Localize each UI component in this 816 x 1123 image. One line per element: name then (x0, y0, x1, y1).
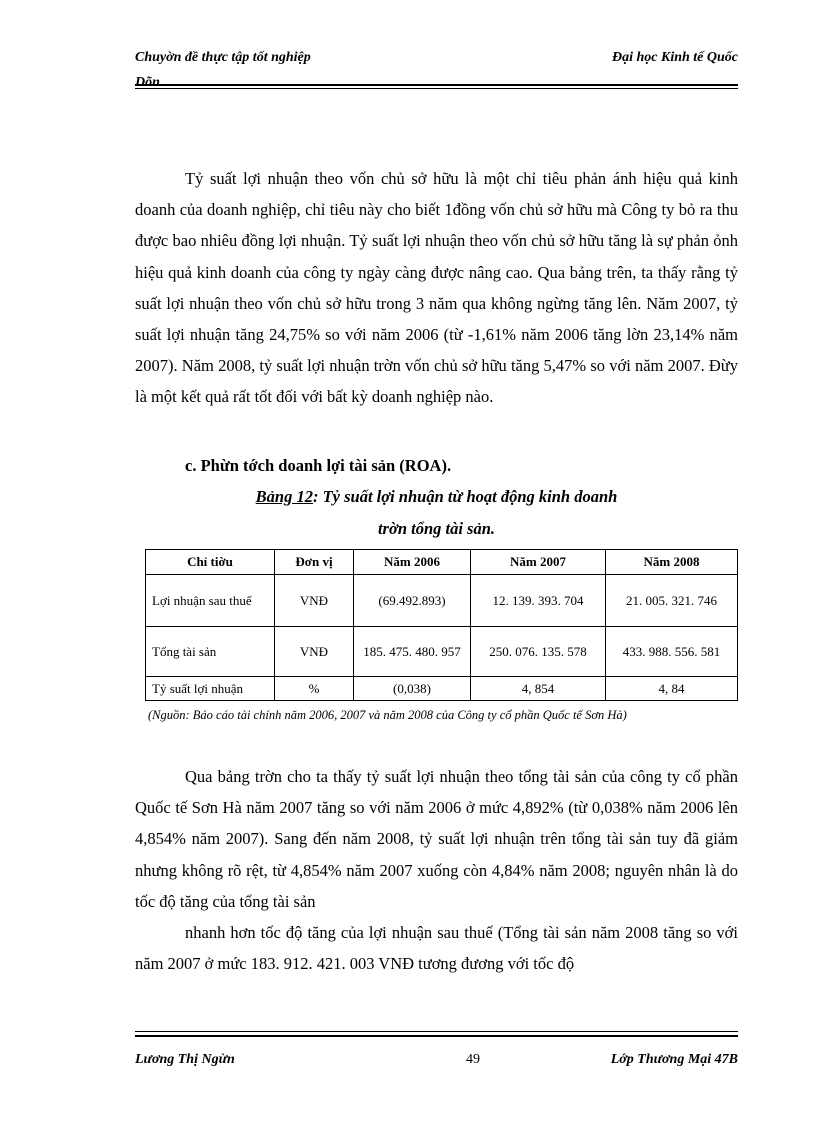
footer-class: Lớp Thương Mại 47B (610, 1052, 738, 1067)
table-header-cell: Năm 2006 (354, 550, 471, 575)
footer-author: Lương Thị Ngừn (135, 1052, 235, 1067)
section-heading: c. Phừn tớch doanh lợi tài sản (ROA). (185, 456, 452, 475)
table-cell: (0,038) (354, 677, 471, 701)
table-cell: 185. 475. 480. 957 (354, 627, 471, 677)
table-caption-label: Bảng 12 (255, 487, 313, 506)
table-cell: VNĐ (275, 627, 354, 677)
table-caption-line1: Bảng 12: Tỷ suất lợi nhuận từ hoạt động kinh doanh (255, 487, 618, 506)
table-cell: Tổng tài sản (146, 627, 275, 677)
roa-table (145, 549, 738, 701)
header-left-wrap: Dõn (135, 76, 160, 85)
table-row (146, 627, 738, 677)
table-cell: Lợi nhuận sau thuế (146, 575, 275, 627)
header-left: Chuyờn đề thực tập tốt nghiệp (135, 50, 311, 65)
source-note: (Nguồn: Báo cáo tài chính năm 2006, 2007 và năm 2008 của Công ty cổ phần Quốc tế Sơn Hà) (148, 708, 627, 722)
table-header-cell: Năm 2007 (471, 550, 606, 575)
table-cell: 433. 988. 556. 581 (606, 627, 738, 677)
header-rule-thin (135, 88, 738, 89)
table-header-cell: Đơn vị (275, 550, 354, 575)
table-cell: Tỷ suất lợi nhuận (146, 677, 275, 701)
paragraph-roa-cont: nhanh hơn tốc độ tăng của lợi nhuận sau thuế (Tổng tài sản năm 2008 tăng so với năm 2007 ở mức 183. 912. 421. 003 VNĐ tương đương với tốc độ (135, 923, 738, 974)
table-cell: VNĐ (275, 575, 354, 627)
table-header-cell: Năm 2008 (606, 550, 738, 575)
header-right: Đại học Kinh tế Quốc (611, 50, 738, 65)
table-header-cell: Chỉ tiờu (146, 550, 275, 575)
footer-rule (135, 1035, 738, 1037)
table-caption-line2: trờn tổng tài sản. (377, 519, 496, 538)
table-cell: % (275, 677, 354, 701)
table-cell: 4, 854 (471, 677, 606, 701)
footer-rule-thin (135, 1031, 738, 1032)
table-cell: (69.492.893) (354, 575, 471, 627)
paragraph-roe: Tỷ suất lợi nhuận theo vốn chủ sở hữu là một chỉ tiêu phản ánh hiệu quả kinh doanh của doanh nghiệp, chỉ tiêu này cho biết 1đồng vốn chủ sở hữu mà Công ty bỏ ra thu được bao nhiêu đồng lợi nhuận. Tỷ suất lợi nhuận theo vốn chủ sở hữu tăng là sự phản ỏnh hiệu quả kinh doanh của công ty ngày càng được nâng cao. Qua bảng trên, ta thấy rằng tỷ suất lợi nhuận theo vốn chủ sở hữu trong 3 năm qua không ngừng tăng lên. Năm 2007, tỷ suất lợi nhuận tăng 24,75% so với năm 2006 (từ -1,61% năm 2006 tăng lờn 23,14% năm 2007). Năm 2008, tỷ suất lợi nhuận trờn vốn chủ sở hữu tăng 5,47% so với năm 2007. Đừy là một kết quả rất tốt đối với bất kỳ doanh nghiệp nào. (135, 169, 738, 407)
page-number: 49 (466, 1052, 480, 1067)
table-cell: 21. 005. 321. 746 (606, 575, 738, 627)
header-rule (135, 84, 738, 86)
paragraph-roa: Qua bảng trờn cho ta thấy tỷ suất lợi nhuận theo tổng tài sản của công ty cổ phần Quốc tế Sơn Hà năm 2007 tăng so với năm 2006 ở mức 4,892% (từ 0,038% năm 2006 lên 4,854% năm 2007). Sang đến năm 2008, tỷ suất lợi nhuận trên tổng tài sản tuy đã giảm nhưng không rõ rệt, từ 4,854% năm 2007 xuống còn 4,84% năm 2008; nguyên nhân là do tốc độ tăng của tổng tài sản (135, 767, 738, 911)
table-cell: 12. 139. 393. 704 (471, 575, 606, 627)
table-row (146, 575, 738, 627)
table-cell: 4, 84 (606, 677, 738, 701)
table-cell: 250. 076. 135. 578 (471, 627, 606, 677)
table-header-row (146, 550, 738, 575)
table-row (146, 677, 738, 701)
